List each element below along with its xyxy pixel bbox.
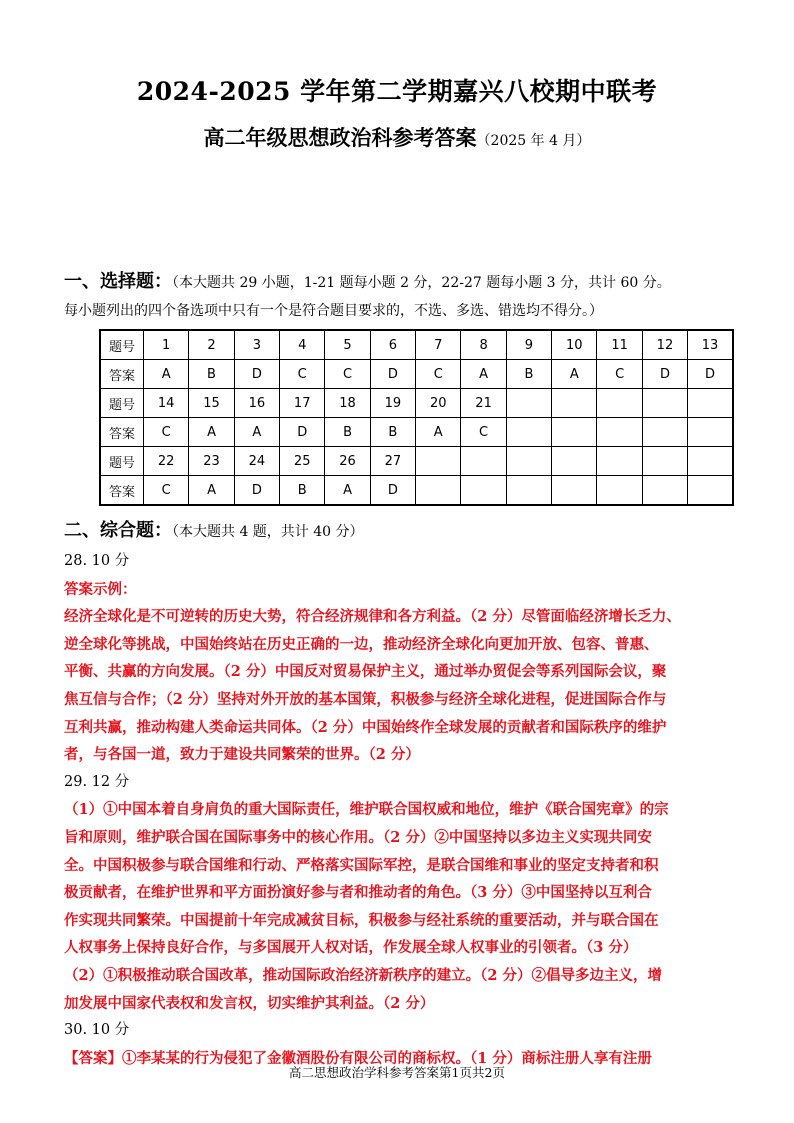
- q29-line: 旨和原则，维护联合国在国际事务中的核心作用。（2 分）②中国坚持以多边主义实现共同安: [64, 828, 652, 846]
- question-cell: 14: [144, 389, 189, 418]
- q28-line: 焦互信与合作；（2 分）坚持对外开放的基本国策，积极参与经济全球化进程，促进国际合作与: [64, 690, 667, 708]
- question-cell: 8: [461, 330, 506, 360]
- answer-cell: [597, 476, 642, 506]
- q28-example-label: 答案示例：: [64, 580, 137, 598]
- question-cell: [642, 389, 687, 418]
- answer-cell: C: [325, 360, 370, 389]
- question-cell: [688, 447, 733, 476]
- answer-cell: C: [144, 418, 189, 447]
- question-cell: 18: [325, 389, 370, 418]
- question-cell: 26: [325, 447, 370, 476]
- q29-line: （1）①中国本着自身肩负的重大国际责任，维护联合国权威和地位，维护《联合国宪章》的宗: [64, 801, 669, 819]
- q28-line: 平衡、共赢的方向发展。（2 分）中国反对贸易保护主义，通过举办贸促会等系列国际会议，聚: [64, 663, 667, 681]
- answer-cell: C: [144, 476, 189, 506]
- q28-line: 经济全球化是不可逆转的历史大势，符合经济规律和各方利益。（2 分）尽管面临经济增长乏力、: [64, 608, 681, 626]
- section1-desc-line2: 每小题列出的四个备选项中只有一个是符合题目要求的，不选、多选、错选均不得分。）: [64, 303, 603, 319]
- question-row-label: 题号: [100, 330, 144, 360]
- q28-answer: [64, 603, 736, 769]
- question-cell: [597, 389, 642, 418]
- answer-cell: D: [688, 360, 733, 389]
- section1-header: [64, 268, 744, 325]
- question-cell: 25: [280, 447, 325, 476]
- answer-cell: [461, 476, 506, 506]
- answer-cell: A: [325, 476, 370, 506]
- answer-cell: D: [642, 360, 687, 389]
- subtitle-text: 高二年级思想政治科参考答案: [203, 125, 477, 150]
- question-cell: 4: [280, 330, 325, 360]
- q29-line: （2）①积极推动联合国改革，推动国际政治经济新秩序的建立。（2 分）②倡导多边主义，增: [64, 966, 662, 984]
- q29-line: 人权事务上保持良好合作，与多国展开人权对话，作发展全球人权事业的引领者。（3 分）: [64, 939, 638, 957]
- answer-cell: [688, 476, 733, 506]
- answer-cell: [688, 418, 733, 447]
- q29-line: 全。中国积极参与联合国维和行动、严格落实国际军控，是联合国维和事业的坚定支持者和积: [64, 856, 659, 874]
- q30-line: 【答案】①李某某的行为侵犯了金徽酒股份有限公司的商标权。（1 分）商标注册人享有注册: [64, 1049, 652, 1067]
- question-cell: 27: [370, 447, 415, 476]
- question-cell: [416, 447, 461, 476]
- answer-cell: [642, 418, 687, 447]
- question-cell: 15: [189, 389, 234, 418]
- question-cell: 17: [280, 389, 325, 418]
- answers-body: [64, 548, 736, 1072]
- question-cell: [506, 389, 551, 418]
- question-cell: 13: [688, 330, 733, 360]
- answer-cell: C: [416, 360, 461, 389]
- question-row: [100, 389, 733, 418]
- answer-cell: B: [280, 476, 325, 506]
- question-cell: [552, 389, 597, 418]
- question-cell: 23: [189, 447, 234, 476]
- question-cell: 7: [416, 330, 461, 360]
- section2-desc: （本大题共 4 题，共计 40 分）: [172, 524, 364, 540]
- answer-table: [99, 329, 734, 506]
- answer-cell: B: [506, 360, 551, 389]
- answer-cell: [552, 476, 597, 506]
- answer-cell: B: [370, 418, 415, 447]
- q28-line: 者，与各国一道，致力于建设共同繁荣的世界。（2 分）: [64, 746, 420, 764]
- question-cell: 22: [144, 447, 189, 476]
- subtitle-date: （2025 年 4 月）: [476, 133, 591, 149]
- question-cell: [461, 447, 506, 476]
- answer-cell: C: [461, 418, 506, 447]
- answer-cell: D: [280, 418, 325, 447]
- question-cell: 21: [461, 389, 506, 418]
- answer-cell: [506, 476, 551, 506]
- question-cell: 1: [144, 330, 189, 360]
- question-cell: 12: [642, 330, 687, 360]
- q28-score: 28. 10 分: [64, 553, 130, 569]
- answer-cell: C: [597, 360, 642, 389]
- q29-line: 加发展中国家代表权和发言权，切实维护其利益。（2 分）: [64, 994, 435, 1012]
- question-cell: 3: [234, 330, 279, 360]
- answer-cell: [597, 418, 642, 447]
- answer-row: [100, 360, 733, 389]
- answer-cell: [506, 418, 551, 447]
- answer-cell: [552, 418, 597, 447]
- answer-row: [100, 476, 733, 506]
- page-subtitle: [0, 122, 794, 152]
- question-row: [100, 330, 733, 360]
- answer-row-label: 答案: [100, 360, 144, 389]
- question-cell: 9: [506, 330, 551, 360]
- q30-score: 30. 10 分: [64, 1022, 130, 1039]
- question-row-label: 题号: [100, 447, 144, 476]
- question-cell: 2: [189, 330, 234, 360]
- question-cell: [642, 447, 687, 476]
- q28-line: 逆全球化等挑战，中国始终站在历史正确的一边，推动经济全球化向更加开放、包容、普惠、: [64, 635, 659, 653]
- answer-cell: B: [325, 418, 370, 447]
- page-title: 2024-2025 学年第二学期嘉兴八校期中联考: [136, 77, 658, 106]
- answer-cell: A: [552, 360, 597, 389]
- answer-cell: [416, 476, 461, 506]
- answer-cell: D: [370, 476, 415, 506]
- page-footer: 高二思想政治学科参考答案第1页共2页: [289, 1065, 505, 1080]
- section1-desc-line1: （本大题共 29 小题，1-21 题每小题 2 分，22-27 题每小题 3 分，共计 60 分。: [172, 275, 671, 291]
- answer-cell: D: [234, 476, 279, 506]
- answer-cell: [642, 476, 687, 506]
- answer-cell: A: [189, 476, 234, 506]
- question-cell: 16: [234, 389, 279, 418]
- question-cell: 6: [370, 330, 415, 360]
- section1-heading: 一、选择题：: [64, 271, 172, 292]
- answer-cell: A: [461, 360, 506, 389]
- question-cell: [688, 389, 733, 418]
- answer-cell: D: [234, 360, 279, 389]
- section2-heading: 二、综合题：: [64, 520, 172, 541]
- question-cell: 24: [234, 447, 279, 476]
- q29-score: 29. 12 分: [64, 773, 130, 790]
- answer-cell: C: [280, 360, 325, 389]
- answer-cell: A: [144, 360, 189, 389]
- question-cell: 20: [416, 389, 461, 418]
- question-cell: [597, 447, 642, 476]
- q28-line: 互利共赢，推动构建人类命运共同体。（2 分）中国始终作全球发展的贡献者和国际秩序的维护: [64, 718, 667, 736]
- question-cell: [506, 447, 551, 476]
- q29-line: 作实现共同繁荣。中国提前十年完成减贫目标，积极参与经社系统的重要活动，并与联合国在: [64, 911, 659, 929]
- answer-cell: A: [234, 418, 279, 447]
- question-cell: 11: [597, 330, 642, 360]
- question-cell: 5: [325, 330, 370, 360]
- answer-cell: A: [416, 418, 461, 447]
- question-cell: 10: [552, 330, 597, 360]
- answer-row-label: 答案: [100, 476, 144, 506]
- question-cell: [552, 447, 597, 476]
- answer-cell: D: [370, 360, 415, 389]
- answer-cell: A: [189, 418, 234, 447]
- question-cell: 19: [370, 389, 415, 418]
- section2-header: [64, 517, 744, 546]
- answer-row-label: 答案: [100, 418, 144, 447]
- question-row: [100, 447, 733, 476]
- answer-cell: B: [189, 360, 234, 389]
- q29-line: 极贡献者，在维护世界和平方面扮演好参与者和推动者的角色。（3 分）③中国坚持以互利合: [64, 884, 652, 902]
- answer-row: [100, 418, 733, 447]
- question-row-label: 题号: [100, 389, 144, 418]
- q29-answer: [64, 796, 736, 1017]
